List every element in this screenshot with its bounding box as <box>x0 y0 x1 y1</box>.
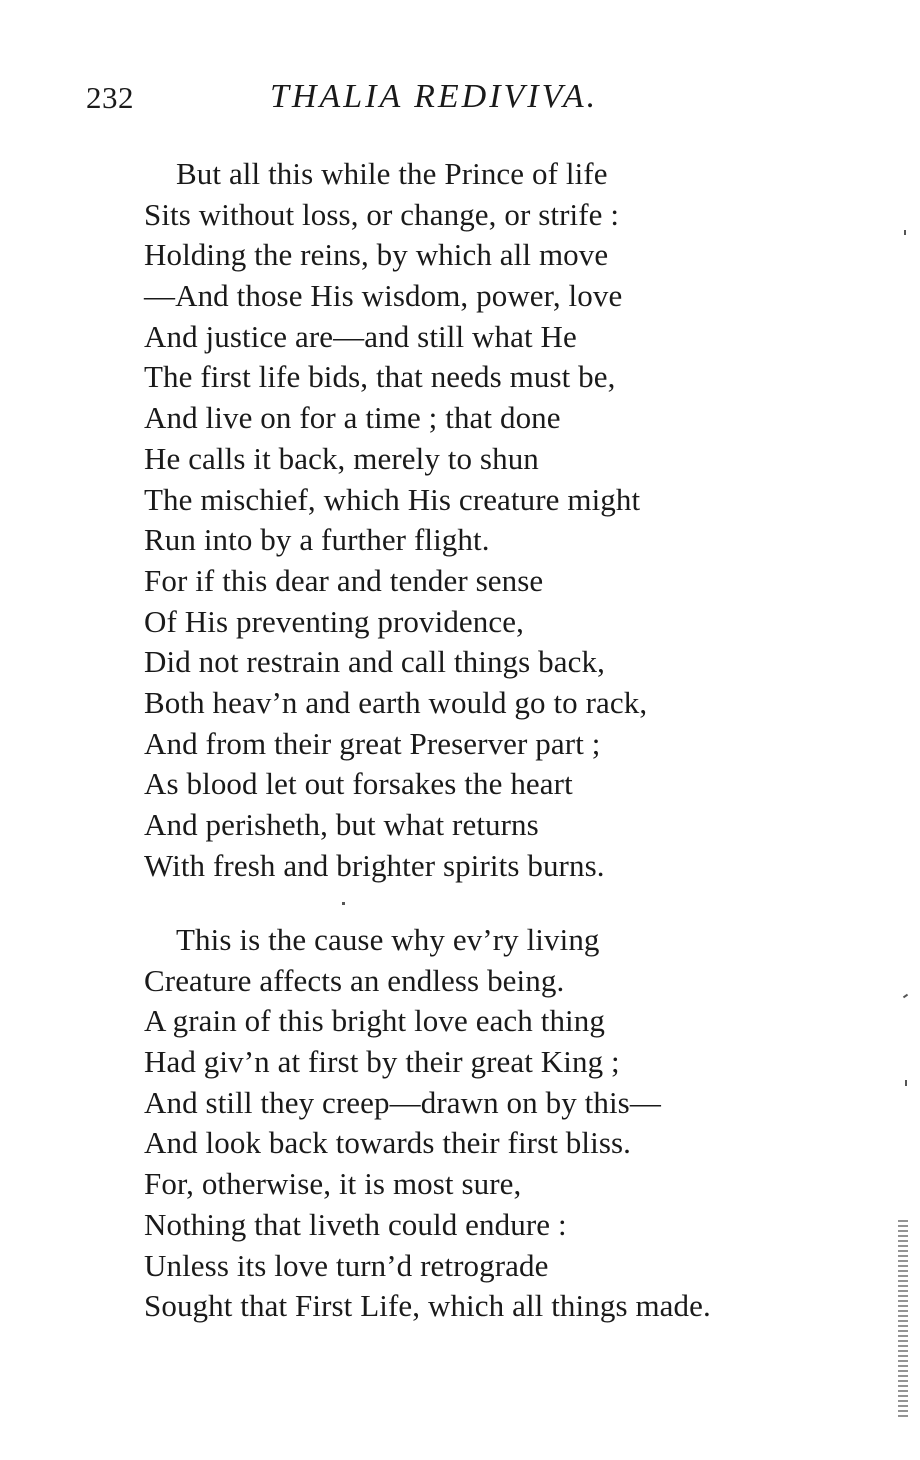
page-number: 232 <box>86 80 134 115</box>
poem-line: Sought that First Life, which all things made. <box>144 1288 711 1324</box>
poem-line: Unless its love turn’d retrograde <box>144 1247 549 1283</box>
poem-line: And perisheth, but what returns <box>144 807 539 842</box>
poem-line: —And those His wisdom, power, love <box>144 278 623 314</box>
scan-speck <box>342 902 345 905</box>
poem-line: He calls it back, merely to shun <box>144 440 539 476</box>
poem-line: And still they creep—drawn on by this— <box>144 1084 661 1120</box>
poem-line: And look back towards their first bliss. <box>144 1125 632 1161</box>
poem-line: Holding the reins, by which all move <box>144 237 609 273</box>
poem-line: Did not restrain and call things back, <box>144 644 605 680</box>
poem-line: This is the cause why ev’ry living <box>176 922 600 957</box>
poem-line: Sits without loss, or change, or strife : <box>144 196 620 232</box>
poem-line: And from their great Preserver part ; <box>144 725 601 761</box>
poem-line: Both heav’n and earth would go to rack, <box>144 684 648 720</box>
poem-line: But all this while the Prince of life <box>176 156 608 191</box>
poem-line: For if this dear and tender sense <box>144 562 544 598</box>
running-title: THALIA REDIVIVA. <box>270 78 599 115</box>
scan-speck <box>905 1080 907 1086</box>
poem-line: As blood let out forsakes the heart <box>144 766 573 802</box>
poem-line: Of His preventing providence, <box>144 603 524 639</box>
poem-line: Had giv’n at first by their great King ; <box>144 1044 620 1080</box>
poem-line: Creature affects an endless being. <box>144 962 565 998</box>
poem-line: With fresh and brighter spirits burns. <box>144 847 605 883</box>
poem-line: The mischief, which His creature might <box>144 481 641 517</box>
stanza-2 <box>144 920 844 1327</box>
poem-line: For, otherwise, it is most sure, <box>144 1166 522 1202</box>
poem-line: And live on for a time ; that done <box>144 400 561 436</box>
poem-line: Nothing that liveth could endure : <box>144 1206 567 1242</box>
poem-line: The first life bids, that needs must be, <box>144 359 616 395</box>
poem-line: Run into by a further flight. <box>144 522 490 558</box>
scan-speck <box>904 230 906 235</box>
scan-edge-noise <box>898 1220 908 1420</box>
stanza-1 <box>144 154 844 886</box>
poem-line: And justice are—and still what He <box>144 318 577 354</box>
poem-line: A grain of this bright love each thing <box>144 1003 605 1039</box>
scan-speck <box>903 994 908 999</box>
